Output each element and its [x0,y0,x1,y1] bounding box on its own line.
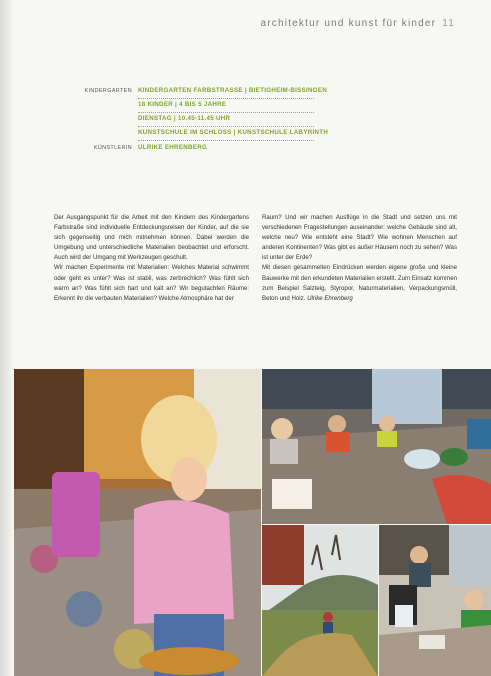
photo-children-at-table [262,369,491,524]
dotted-rule [138,140,314,141]
running-title: architektur und kunst für kinder [260,18,437,29]
photo-children-building [379,525,491,676]
info-row-children [0,99,491,113]
running-head [261,18,455,29]
paragraph: Mit diesen gesammelten Eindrücken werden eigene große und kleine Bauwerke mit den erkundeten Materialien erstellt. Zum Einsatz kommen zum Beispiel Salzteig, Styropor, Naturmaterialien, Verpackungsmüll, Beton und Holz. Ulrike Ehrenberg [262,264,457,302]
info-row-school [0,127,491,141]
info-row-time [0,113,491,127]
photo-child-outdoors [262,525,378,676]
text-column-right [262,213,457,304]
info-row-kindergarten [0,85,491,99]
author-signature: Ulrike Ehrenberg [307,294,353,302]
page-number: 11 [442,18,455,29]
info-label-artist: KÜNSTLERIN [93,145,132,151]
info-value-school: KUNSTSCHULE IM SCHLOSS | KUNSTSCHULE LABYRINTH [138,129,329,136]
paragraph: Wir machen Experimente mit Materialien: Welches Material schwimmt oder geht es unter? Was ist stabil, was zerbrechlich? Was fühlt sich warm an? Was fühlt sich hart und kalt an? Wir begutachten Räume: Erkennt ihr die verbauten Materialien? Welche Atmosphäre hat der [54,264,249,302]
info-row-artist [0,142,491,156]
info-value-time: DIENSTAG | 10.45-11.45 UHR [138,115,231,122]
info-value-artist: ULRIKE EHRENBERG [138,144,208,151]
info-label-kindergarten: KINDERGARTEN [84,88,132,94]
info-value-children: 18 KINDER | 4 BIS 5 JAHRE [138,101,227,108]
text-column-left [54,213,249,304]
paragraph: Raum? Und wir machen Ausflüge in die Stadt und setzen uns mit verschiedenen Fragestellungen auseinander: welche Gebäude sind alt, welche neu? Wie entsteht eine Stadt? Wie wohnen Menschen auf anderen Kontinenten? Was gibt es außer Häusern noch zu sehen? Was ist unter der Erde? [262,214,457,262]
photo-girl-painting [14,369,261,676]
info-value-kindergarten: KINDERGARTEN FARBSTRASSE | BIETIGHEIM-BISSINGEN [138,87,328,94]
paragraph: Der Ausgangspunkt für die Arbeit mit den Kindern des Kindergartens Farbstraße sind individuelle Entdeckungsreisen der Kinder, auf die sie sich gegenseitig und mich mitnehmen können. Dabei werden die Umgebung und unterschiedliche Materialien beobachtet und erforscht. Auch wird der Umgang mit Werkzeugen geschult. [54,214,249,262]
